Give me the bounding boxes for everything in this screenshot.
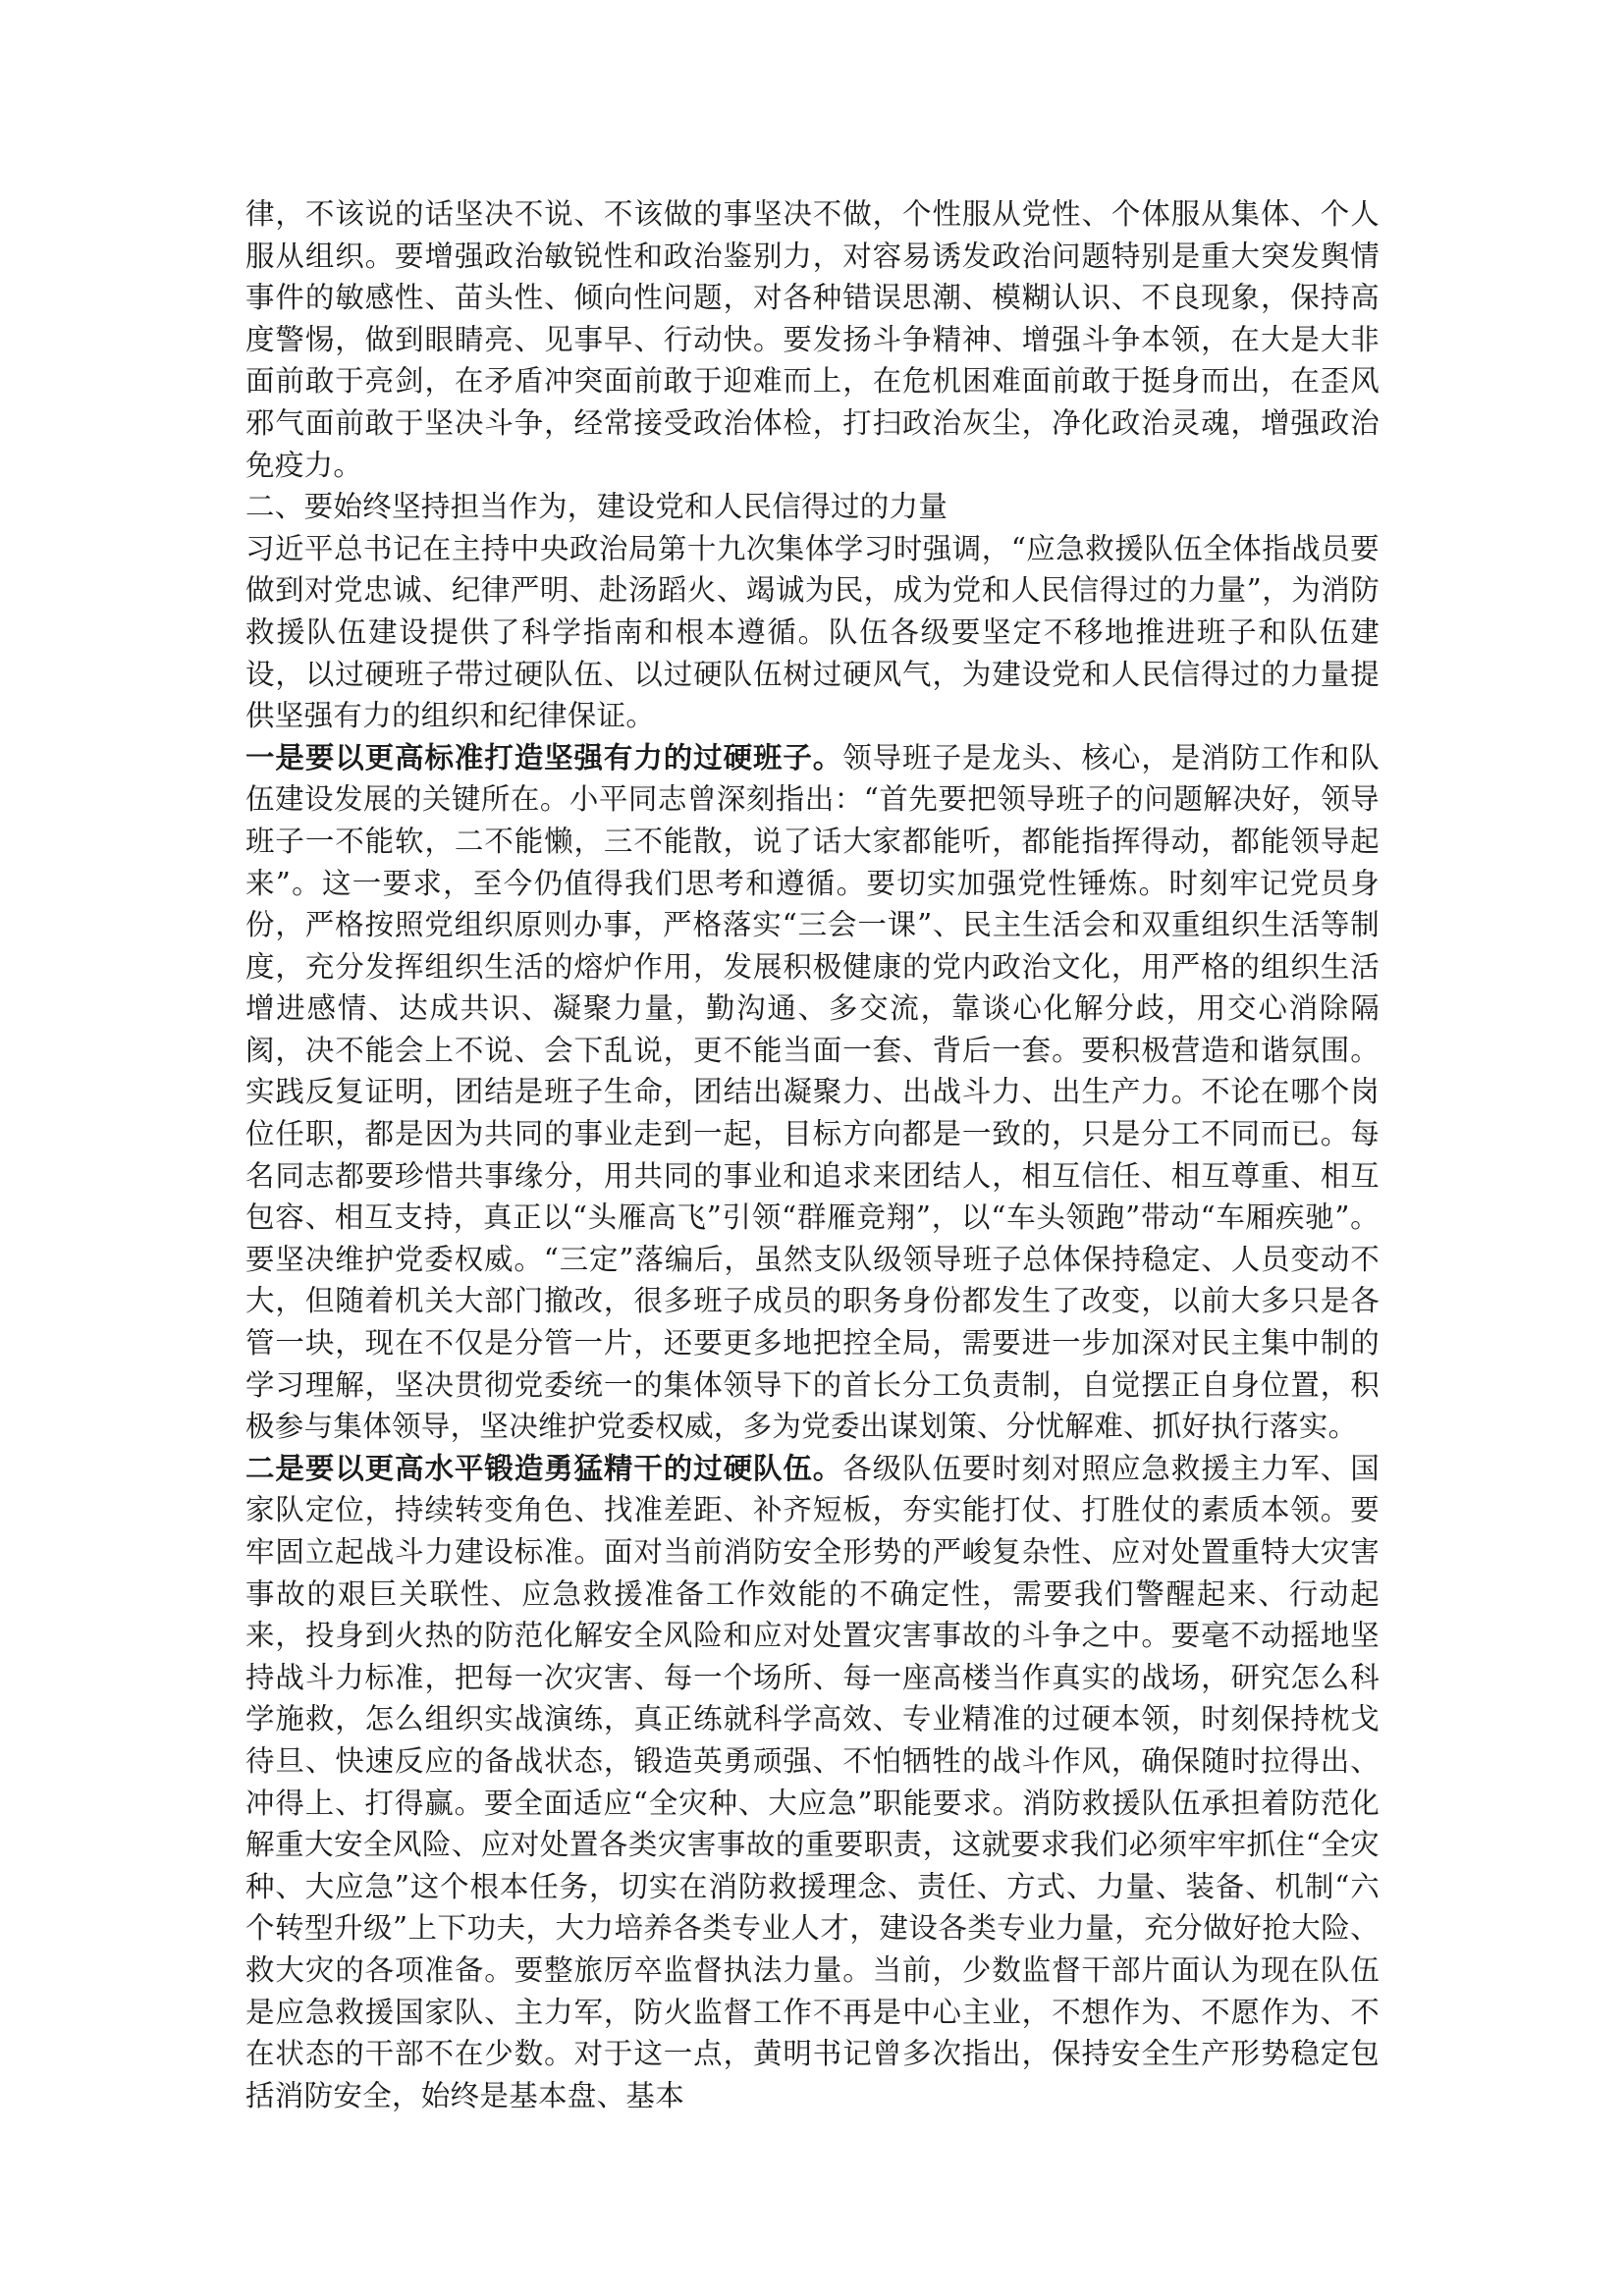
document-body (245, 193, 1380, 2116)
paragraph-body-2: 各级队伍要时刻对照应急救援主力军、国家队定位，持续转变角色、找准差距、补齐短板，夯实能打仗、打胜仗的素质本领。要牢固立起战斗力建设标准。面对当前消防安全形势的严峻复杂性、应对处置重特大灾害事故的艰巨关联性、应急救援准备工作效能的不确定性，需要我们警醒起来、行动起来，投身到火热的防范化解安全风险和应对处置灾害事故的斗争之中。要毫不动摇地坚持战斗力标准，把每一次灾害、每一个场所、每一座高楼当作真实的战场，研究怎么科学施救，怎么组织实战演练，真正练就科学高效、专业精准的过硬本领，时刻保持枕戈待旦、快速反应的备战状态，锻造英勇顽强、不怕牺牲的战斗作风，确保随时拉得出、冲得上、打得赢。要全面适应“全灾种、大应急”职能要求。消防救援队伍承担着防范化解重大安全风险、应对处置各类灾害事故的重要职责，这就要求我们必须牢牢抓住“全灾种、大应急”这个根本任务，切实在消防救援理念、责任、方式、力量、装备、机制“六个转型升级”上下功夫，大力培养各类专业人才，建设各类专业力量，充分做好抢大险、救大灾的各项准备。要整旅厉卒监督执法力量。当前，少数监督干部片面认为现在队伍是应急救援国家队、主力军，防火监督工作不再是中心主业，不想作为、不愿作为、不在状态的干部不在少数。对于这一点，黄明书记曾多次指出，保持安全生产形势稳定包括消防安全，始终是基本盘、基本 (245, 1451, 1380, 2112)
section-heading-2: 二、要始终坚持担当作为，建设党和人民信得过的力量 (245, 490, 948, 524)
paragraph-lead-2: 二是要以更高水平锻造勇猛精干的过硬队伍。 (245, 1450, 843, 1485)
paragraph-leadership-team (245, 737, 1380, 1448)
paragraph-body-1: 领导班子是龙头、核心，是消防工作和队伍建设发展的关键所在。小平同志曾深刻指出：“首先要把领导班子的问题解决好，领导班子一不能软，二不能懒，三不能散，说了话大家都能听，都能指挥得动，都能领导起来”。这一要求，至今仍值得我们思考和遵循。要切实加强党性锤炼。时刻牢记党员身份，严格按照党组织原则办事，严格落实“三会一课”、民主生活会和双重组织生活等制度，充分发挥组织生活的熔炉作用，发展积极健康的党内政治文化，用严格的组织生活增进感情、达成共识、凝聚力量，勤沟通、多交流，靠谈心化解分歧，用交心消除隔阂，决不能会上不说、会下乱说，更不能当面一套、背后一套。要积极营造和谐氛围。实践反复证明，团结是班子生命，团结出凝聚力、出战斗力、出生产力。不论在哪个岗位任职，都是因为共同的事业走到一起，目标方向都是一致的，只是分工不同而已。每名同志都要珍惜共事缘分，用共同的事业和追求来团结人，相互信任、相互尊重、相互包容、相互支持，真正以“头雁高飞”引领“群雁竞翔”，以“车头领跑”带动“车厢疾驰”。要坚决维护党委权威。“三定”落编后，虽然支队级领导班子总体保持稳定、人员变动不大，但随着机关大部门撤改，很多班子成员的职务身份都发生了改变，以前大多只是各管一块，现在不仅是分管一片，还要更多地把控全局，需要进一步加深对民主集中制的学习理解，坚决贯彻党委统一的集体领导下的首长分工负责制，自觉摆正自身位置，积极参与集体领导，坚决维护党委权威，多为党委出谋划策、分忧解难、抓好执行落实。 (245, 740, 1380, 1444)
paragraph-team-building (245, 1448, 1380, 2117)
paragraph-political-discipline: 律，不该说的话坚决不说、不该做的事坚决不做，个性服从党性、个体服从集体、个人服从组织。要增强政治敏锐性和政治鉴别力，对容易诱发政治问题特别是重大突发舆情事件的敏感性、苗头性、倾向性问题，对各种错误思潮、模糊认识、不良现象，保持高度警惕，做到眼睛亮、见事早、行动快。要发扬斗争精神、增强斗争本领，在大是大非面前敢于亮剑，在矛盾冲突面前敢于迎难而上，在危机困难面前敢于挺身而出，在歪风邪气面前敢于坚决斗争，经常接受政治体检，打扫政治灰尘，净化政治灵魂，增强政治免疫力。 (245, 197, 1380, 482)
paragraph-lead-1: 一是要以更高标准打造坚强有力的过硬班子。 (245, 739, 843, 774)
paragraph-xi-quote: 习近平总书记在主持中央政治局第十九次集体学习时强调，“应急救援队伍全体指战员要做到对党忠诚、纪律严明、赴汤蹈火、竭诚为民，成为党和人民信得过的力量”，为消防救援队伍建设提供了科学指南和根本遵循。队伍各级要坚定不移地推进班子和队伍建设，以过硬班子带过硬队伍、以过硬队伍树过硬风气，为建设党和人民信得过的力量提供坚强有力的组织和纪律保证。 (245, 531, 1380, 733)
